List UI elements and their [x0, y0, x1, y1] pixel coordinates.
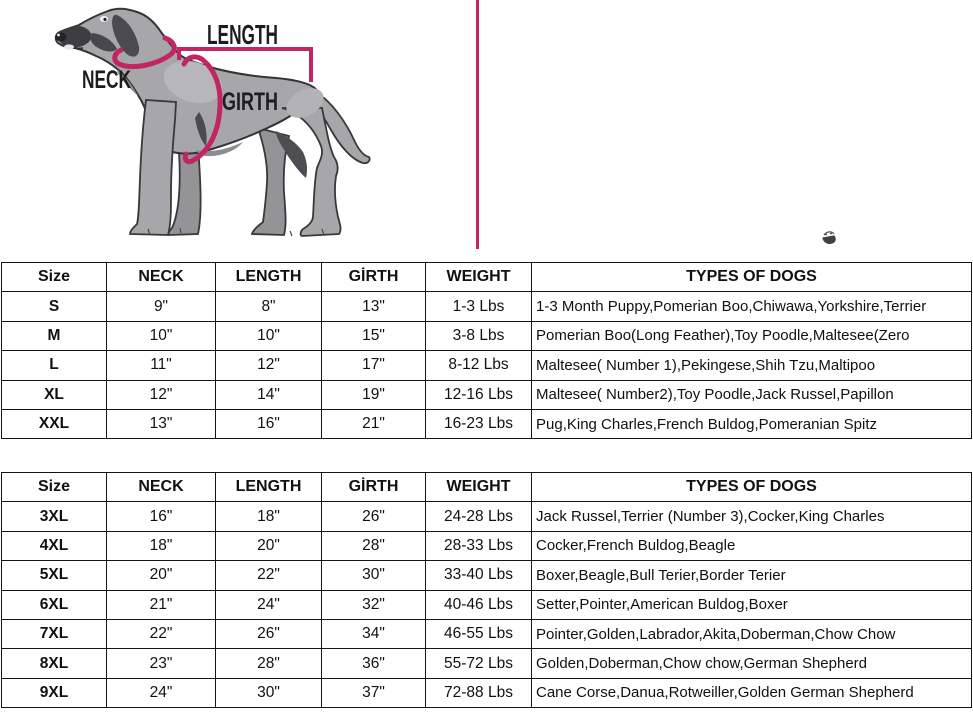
length-cell: 30"	[216, 678, 322, 707]
col-header-types: TYPES OF DOGS	[532, 473, 972, 502]
table-row	[2, 649, 972, 678]
col-header-girth: GİRTH	[322, 473, 426, 502]
measurement-diagram-section	[0, 0, 973, 260]
size-chart-table-large	[1, 472, 972, 708]
neck-cell: 18"	[107, 531, 216, 560]
dog-near-front-leg	[130, 100, 176, 235]
table-row	[2, 619, 972, 648]
neck-cell: 16"	[107, 502, 216, 531]
size-cell: M	[2, 321, 107, 350]
length-label: LENGTH	[207, 19, 278, 50]
length-cell: 8"	[216, 292, 322, 321]
length-cell: 22"	[216, 561, 322, 590]
size-cell: XXL	[2, 409, 107, 438]
weight-cell: 40-46 Lbs	[426, 590, 532, 619]
neck-cell: 10"	[107, 321, 216, 350]
types-cell: Cane Corse,Danua,Rotweiller,Golden German Shepherd	[532, 678, 972, 707]
types-cell: Jack Russel,Terrier (Number 3),Cocker,King Charles	[532, 502, 972, 531]
types-cell: Pug,King Charles,French Buldog,Pomeranian Spitz	[532, 409, 972, 438]
header-row	[2, 473, 972, 502]
types-cell: Maltesee( Number2),Toy Poodle,Jack Russel,Papillon	[532, 380, 972, 409]
types-cell: Pointer,Golden,Labrador,Akita,Doberman,Chow Chow	[532, 619, 972, 648]
types-cell: Golden,Doberman,Chow chow,German Shepherd	[532, 649, 972, 678]
weight-cell: 28-33 Lbs	[426, 531, 532, 560]
dog-nose	[56, 33, 67, 42]
size-cell: S	[2, 292, 107, 321]
size-cell: 6XL	[2, 590, 107, 619]
size-cell: 4XL	[2, 531, 107, 560]
size-cell: 5XL	[2, 561, 107, 590]
header-row	[2, 263, 972, 292]
girth-cell: 32"	[322, 590, 426, 619]
size-cell: XL	[2, 380, 107, 409]
length-cell: 26"	[216, 619, 322, 648]
length-cell: 10"	[216, 321, 322, 350]
types-cell: Boxer,Beagle,Bull Terier,Border Terier	[532, 561, 972, 590]
types-cell: Maltesee( Number 1),Pekingese,Shih Tzu,Maltipoo	[532, 351, 972, 380]
weight-cell: 8-12 Lbs	[426, 351, 532, 380]
col-header-weight: WEIGHT	[426, 473, 532, 502]
length-cell: 16"	[216, 409, 322, 438]
col-header-size: Size	[2, 263, 107, 292]
col-header-girth: GİRTH	[322, 263, 426, 292]
neck-cell: 24"	[107, 678, 216, 707]
girth-cell: 21"	[322, 409, 426, 438]
girth-cell: 30"	[322, 561, 426, 590]
length-cell: 14"	[216, 380, 322, 409]
neck-cell: 13"	[107, 409, 216, 438]
length-cell: 12"	[216, 351, 322, 380]
length-cell: 24"	[216, 590, 322, 619]
table-row	[2, 590, 972, 619]
girth-cell: 17"	[322, 351, 426, 380]
weight-cell: 72-88 Lbs	[426, 678, 532, 707]
table-row	[2, 380, 972, 409]
table-row	[2, 321, 972, 350]
ink-smudge	[816, 226, 842, 252]
girth-cell: 28"	[322, 531, 426, 560]
types-cell: Cocker,French Buldog,Beagle	[532, 531, 972, 560]
neck-cell: 21"	[107, 590, 216, 619]
weight-cell: 1-3 Lbs	[426, 292, 532, 321]
dog-chin-patch	[64, 44, 74, 49]
length-cell: 18"	[216, 502, 322, 531]
weight-cell: 24-28 Lbs	[426, 502, 532, 531]
types-cell: 1-3 Month Puppy,Pomerian Boo,Chiwawa,Yorkshire,Terrier	[532, 292, 972, 321]
girth-cell: 37"	[322, 678, 426, 707]
table-row	[2, 409, 972, 438]
col-header-length: LENGTH	[216, 473, 322, 502]
weight-cell: 12-16 Lbs	[426, 380, 532, 409]
length-cell: 20"	[216, 531, 322, 560]
girth-cell: 15"	[322, 321, 426, 350]
neck-cell: 9"	[107, 292, 216, 321]
size-cell: L	[2, 351, 107, 380]
table-row	[2, 292, 972, 321]
neck-cell: 12"	[107, 380, 216, 409]
table-row	[2, 678, 972, 707]
girth-cell: 19"	[322, 380, 426, 409]
neck-cell: 23"	[107, 649, 216, 678]
size-cell: 8XL	[2, 649, 107, 678]
weight-cell: 33-40 Lbs	[426, 561, 532, 590]
neck-cell: 20"	[107, 561, 216, 590]
types-cell: Pomerian Boo(Long Feather),Toy Poodle,Maltesee(Zero	[532, 321, 972, 350]
length-cell: 28"	[216, 649, 322, 678]
dog-measurement-diagram	[0, 0, 480, 258]
girth-label: GIRTH	[222, 88, 278, 116]
col-header-length: LENGTH	[216, 263, 322, 292]
weight-cell: 55-72 Lbs	[426, 649, 532, 678]
col-header-neck: NECK	[107, 473, 216, 502]
col-header-weight: WEIGHT	[426, 263, 532, 292]
girth-cell: 26"	[322, 502, 426, 531]
dog-pupil	[103, 18, 106, 21]
dog-nose-highlight	[57, 34, 60, 37]
size-chart-table-small	[1, 262, 972, 439]
neck-label: NECK	[82, 66, 131, 94]
weight-cell: 3-8 Lbs	[426, 321, 532, 350]
weight-cell: 46-55 Lbs	[426, 619, 532, 648]
col-header-size: Size	[2, 473, 107, 502]
table-row	[2, 531, 972, 560]
vertical-divider	[476, 0, 479, 249]
girth-cell: 34"	[322, 619, 426, 648]
weight-cell: 16-23 Lbs	[426, 409, 532, 438]
size-cell: 7XL	[2, 619, 107, 648]
col-header-types: TYPES OF DOGS	[532, 263, 972, 292]
types-cell: Setter,Pointer,American Buldog,Boxer	[532, 590, 972, 619]
neck-cell: 22"	[107, 619, 216, 648]
col-header-neck: NECK	[107, 263, 216, 292]
table-row	[2, 502, 972, 531]
table-row	[2, 351, 972, 380]
size-cell: 9XL	[2, 678, 107, 707]
table-row	[2, 561, 972, 590]
girth-cell: 13"	[322, 292, 426, 321]
neck-cell: 11"	[107, 351, 216, 380]
girth-cell: 36"	[322, 649, 426, 678]
size-cell: 3XL	[2, 502, 107, 531]
